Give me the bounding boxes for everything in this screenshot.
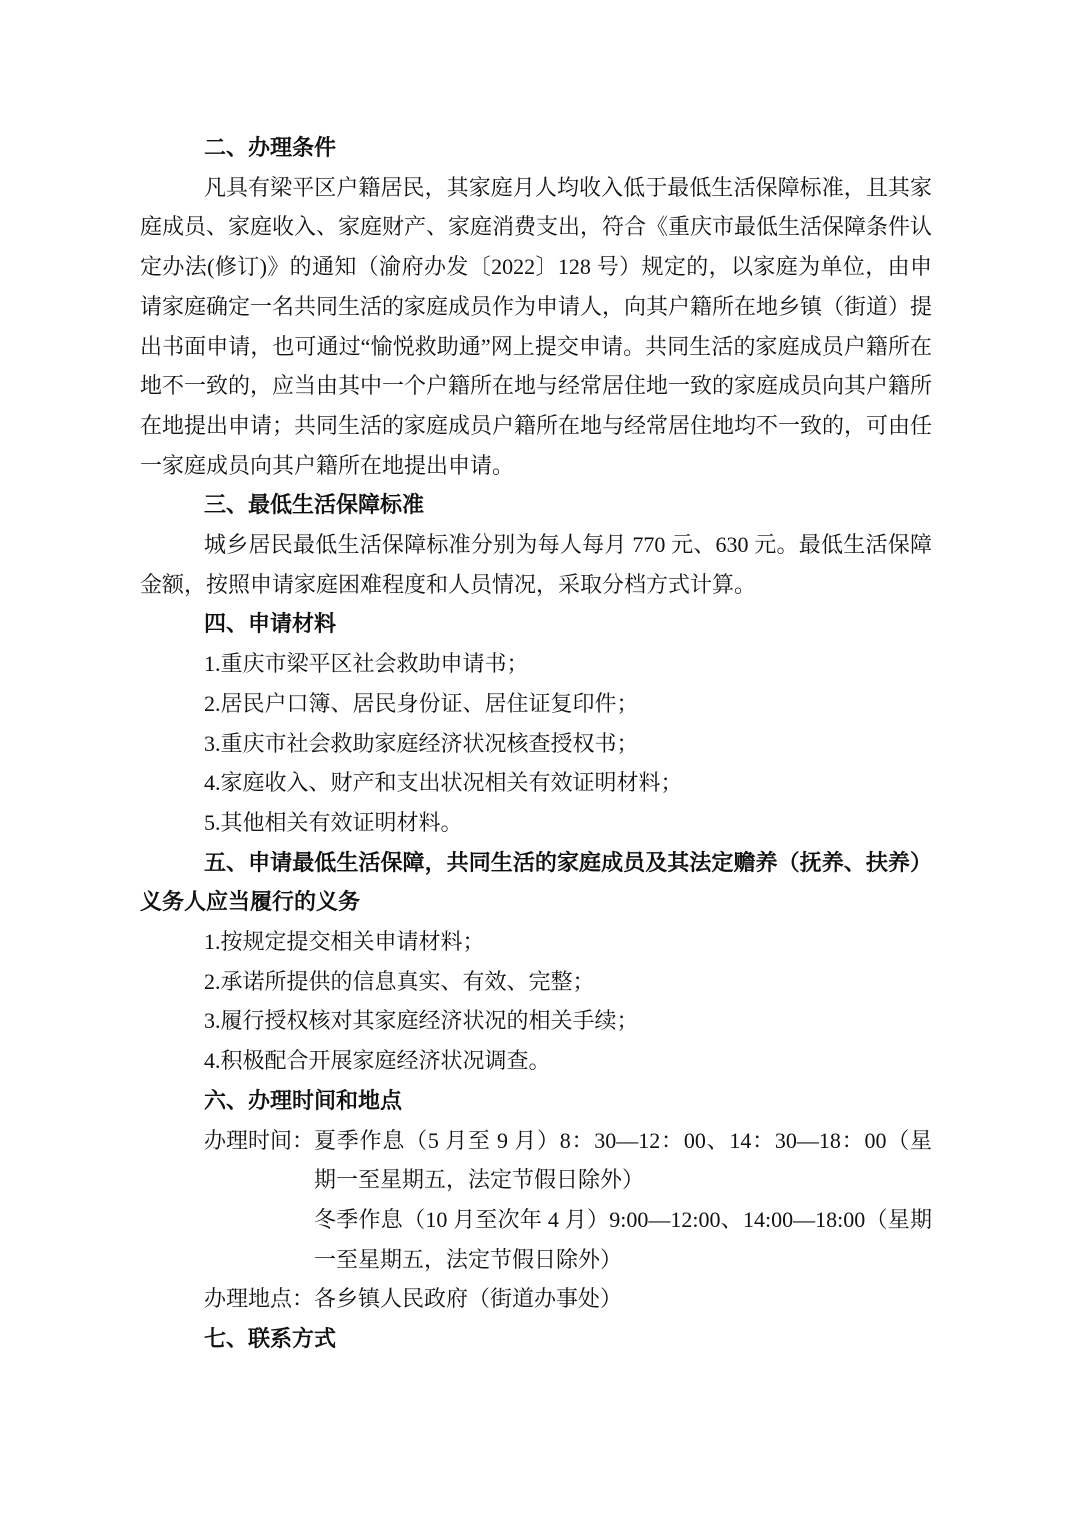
list-item: 3.履行授权核对其家庭经济状况的相关手续； xyxy=(204,1008,639,1034)
section-heading: 四、申请材料 xyxy=(204,611,337,637)
section-heading: 七、联系方式 xyxy=(204,1326,337,1352)
section-heading: 三、最低生活保障标准 xyxy=(204,492,425,518)
body-paragraph: 凡具有梁平区户籍居民，其家庭月人均收入低于最低生活保障标准，且其家庭成员、家庭收入、家庭财产、家庭消费支出，符合《重庆市最低生活保障条件认定办法(修订)》的通知（渝府办发〔2022〕128 号）规定的，以家庭为单位，由申请家庭确定一名共同生活的家庭成员作为申请人，向其户籍所在地乡镇（街道）提出书面申请，也可通过“愉悦救助通”网上提交申请。共同生活的家庭成员户籍所在地不一致的，应当由其中一个户籍所在地与经常居住地一致的家庭成员向其户籍所在地提出申请；共同生活的家庭成员户籍所在地与经常居住地均不一致的，可由任一家庭成员向其户籍所在地提出申请。 xyxy=(140,174,933,478)
schedule-label: 办理时间： xyxy=(204,1127,315,1153)
list-item: 2.居民户口簿、居民身份证、居住证复印件； xyxy=(204,690,639,716)
schedule-block xyxy=(140,1121,932,1280)
list-item: 1.按规定提交相关申请材料； xyxy=(204,929,485,955)
list-item: 1.重庆市梁平区社会救助申请书； xyxy=(204,651,529,677)
schedule-line: 夏季作息（5 月至 9 月）8：30—12：00、14：30—18：00（星期一至星期五，法定节假日除外） xyxy=(314,1127,932,1193)
list-item: 2.承诺所提供的信息真实、有效、完整； xyxy=(204,968,595,994)
list-item: 4.家庭收入、财产和支出状况相关有效证明材料； xyxy=(204,770,683,796)
schedule-line: 冬季作息（10 月至次年 4 月）9:00—12:00、14:00—18:00（星期一至星期五，法定节假日除外） xyxy=(314,1206,932,1272)
list-item: 5.其他相关有效证明材料。 xyxy=(204,809,463,835)
schedule-label: 办理地点： xyxy=(204,1286,315,1312)
section-heading: 六、办理时间和地点 xyxy=(204,1087,403,1113)
section-heading: 二、办理条件 xyxy=(204,135,337,160)
list-item: 3.重庆市社会救助家庭经济状况核查授权书； xyxy=(204,730,639,756)
list-item: 4.积极配合开展家庭经济状况调查。 xyxy=(204,1048,551,1074)
schedule-line: 各乡镇人民政府（街道办事处） xyxy=(314,1286,623,1312)
schedule-block xyxy=(140,1279,932,1319)
schedule-body xyxy=(314,1279,932,1319)
document-content xyxy=(140,128,932,1359)
schedule-body xyxy=(314,1121,932,1280)
section-heading: 五、申请最低生活保障，共同生活的家庭成员及其法定赡养（抚养、扶养）义务人应当履行的义务 xyxy=(140,849,932,915)
body-paragraph: 城乡居民最低生活保障标准分别为每人每月 770 元、630 元。最低生活保障金额，按照申请家庭困难程度和人员情况，采取分档方式计算。 xyxy=(140,532,932,597)
